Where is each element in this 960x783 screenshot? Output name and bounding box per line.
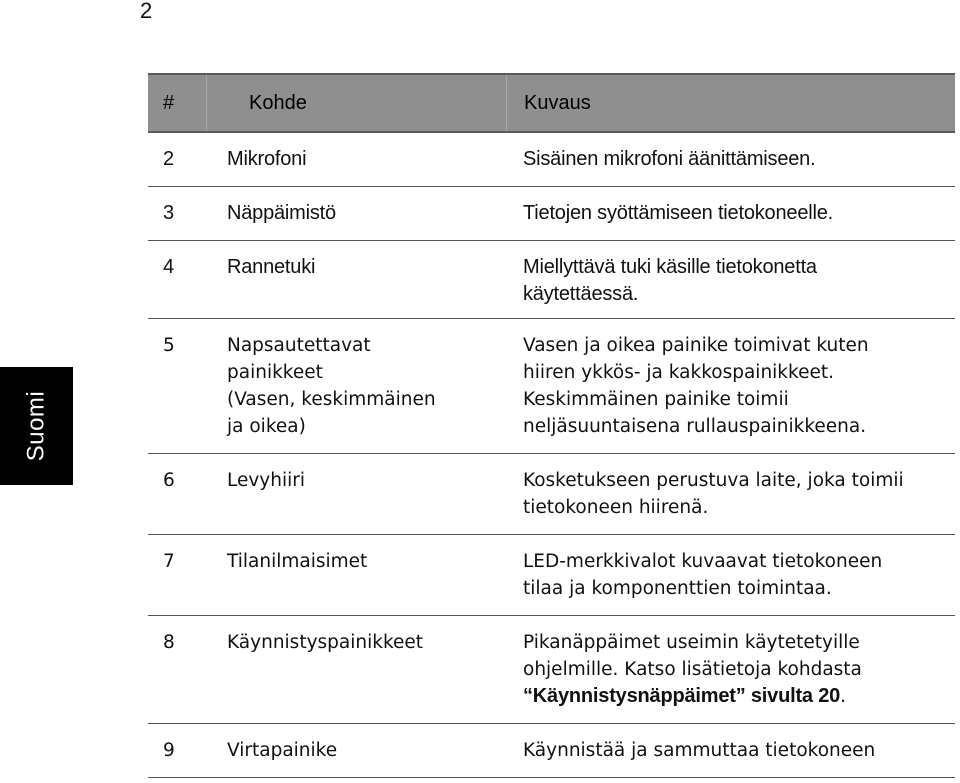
row-desc bbox=[506, 319, 955, 453]
row-item-line: ja oikea) bbox=[227, 416, 306, 437]
row-item-line: (Vasen, keskimmäinen bbox=[227, 389, 436, 410]
page-number: 2 bbox=[140, 0, 153, 23]
row-desc-line: Keskimmäinen painike toimii bbox=[523, 389, 789, 410]
row-desc-line: käytettäessä. bbox=[523, 283, 639, 305]
row-item bbox=[206, 319, 506, 453]
row-desc bbox=[506, 187, 955, 240]
row-item: Tilanilmaisimet bbox=[227, 551, 368, 572]
row-num: 3 bbox=[163, 202, 174, 224]
header-item-label: Kohde bbox=[249, 91, 307, 114]
header-desc-label: Kuvaus bbox=[524, 91, 591, 114]
row-item: Virtapainike bbox=[227, 740, 338, 761]
table-row bbox=[148, 535, 955, 616]
row-num: 9 bbox=[163, 740, 175, 761]
row-desc-line bbox=[523, 683, 955, 710]
row-item: Rannetuki bbox=[227, 256, 316, 278]
row-desc bbox=[506, 616, 955, 723]
row-desc bbox=[506, 133, 955, 186]
row-desc-text: Tietojen syöttämiseen tietokoneelle. bbox=[523, 202, 834, 224]
row-desc bbox=[506, 724, 955, 777]
row-desc bbox=[506, 535, 955, 615]
table-row bbox=[148, 241, 955, 319]
row-num: 5 bbox=[163, 335, 175, 356]
language-side-tab bbox=[0, 367, 73, 485]
row-desc-text: Käynnistää ja sammuttaa tietokoneen bbox=[523, 740, 876, 761]
row-desc-line: neljäsuuntaisena rullauspainikkeena. bbox=[523, 416, 867, 437]
row-desc-line: Kosketukseen perustuva laite, joka toimii bbox=[523, 470, 904, 491]
row-desc-line: LED-merkkivalot kuvaavat tietokoneen bbox=[523, 551, 883, 572]
row-item-line: Napsautettavat bbox=[227, 335, 371, 356]
row-item: Levyhiiri bbox=[227, 470, 306, 491]
row-num: 4 bbox=[163, 256, 174, 278]
table-row bbox=[148, 133, 955, 187]
row-desc-line: Miellyttävä tuki käsille tietokonetta bbox=[523, 256, 817, 278]
row-item: Mikrofoni bbox=[227, 148, 307, 170]
row-num: 8 bbox=[163, 632, 175, 653]
row-desc bbox=[506, 454, 955, 534]
header-desc bbox=[506, 75, 955, 131]
table-header-row bbox=[148, 73, 955, 133]
row-desc-end: . bbox=[840, 686, 846, 707]
table-row bbox=[148, 616, 955, 724]
row-desc-line: ohjelmille. Katso lisätietoja kohdasta bbox=[523, 659, 862, 680]
row-num: 6 bbox=[163, 470, 175, 491]
table-row bbox=[148, 319, 955, 454]
header-num: # bbox=[163, 91, 175, 114]
row-desc-line: hiiren ykkös- ja kakkospainikkeet. bbox=[523, 362, 834, 383]
table-row bbox=[148, 724, 955, 778]
row-num: 7 bbox=[163, 551, 175, 572]
row-desc-line: Vasen ja oikea painike toimivat kuten bbox=[523, 335, 869, 356]
row-desc-line: Pikanäppäimet useimin käytetetyille bbox=[523, 632, 860, 653]
page-reference-link[interactable]: “Käynnistysnäppäimet” sivulta 20 bbox=[523, 685, 841, 707]
row-item: Näppäimistö bbox=[227, 202, 336, 224]
row-desc-line: tietokoneen hiirenä. bbox=[523, 497, 709, 518]
row-item: Käynnistyspainikkeet bbox=[227, 632, 424, 653]
table-row bbox=[148, 454, 955, 535]
row-desc-line: tilaa ja komponenttien toimintaa. bbox=[523, 578, 832, 599]
component-table bbox=[148, 73, 955, 778]
row-desc-text: Sisäinen mikrofoni äänittämiseen. bbox=[523, 148, 816, 170]
table-row bbox=[148, 187, 955, 241]
header-item bbox=[206, 75, 506, 131]
row-item-line: painikkeet bbox=[227, 362, 323, 383]
language-side-tab-label: Suomi bbox=[22, 390, 50, 462]
row-num: 2 bbox=[163, 148, 174, 170]
row-desc bbox=[506, 241, 955, 318]
